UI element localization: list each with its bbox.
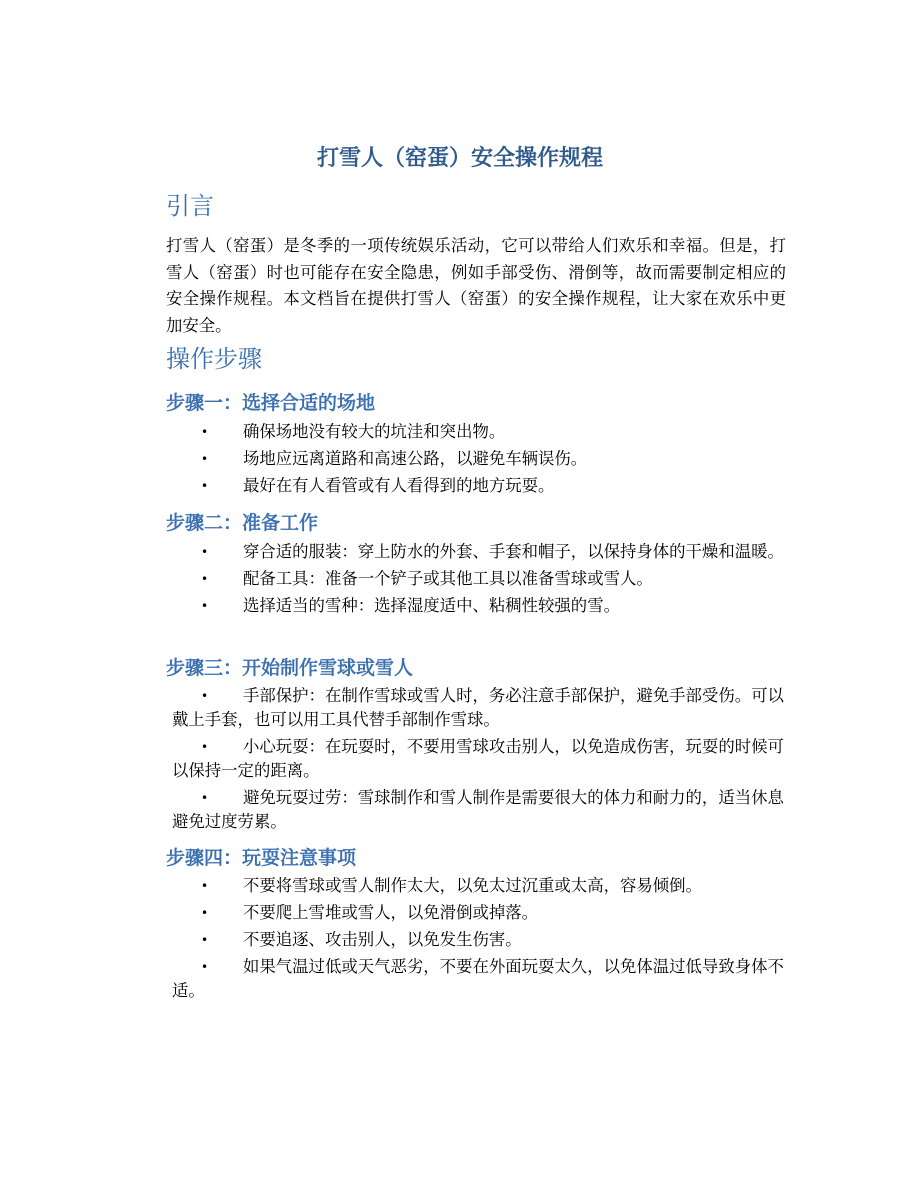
list-item: • 选择适当的雪种：选择湿度适中、粘稠性较强的雪。 bbox=[172, 594, 786, 618]
bullet-icon: • bbox=[201, 933, 209, 947]
bullet-icon: • bbox=[201, 689, 209, 703]
step-2-list bbox=[172, 540, 786, 621]
step-1-title: 步骤一：选择合适的场地 bbox=[166, 392, 376, 414]
bullet-icon: • bbox=[201, 479, 209, 493]
steps-heading: 操作步骤 bbox=[166, 345, 262, 373]
list-item: • 如果气温过低或天气恶劣，不要在外面玩耍太久，以免体温过低导致身体不适。 bbox=[172, 957, 784, 1000]
list-item: • 场地应远离道路和高速公路，以避免车辆误伤。 bbox=[172, 447, 786, 471]
bullet-icon: • bbox=[201, 452, 209, 466]
bullet-icon: • bbox=[201, 425, 209, 439]
bullet-icon: • bbox=[201, 879, 209, 893]
list-item: • 配备工具：准备一个铲子或其他工具以准备雪球或雪人。 bbox=[172, 567, 786, 591]
step-4-list bbox=[172, 874, 786, 1006]
list-item: • 手部保护：在制作雪球或雪人时，务必注意手部保护，避免手部受伤。可以戴上手套，也可以用工具代替手部制作雪球。 bbox=[172, 686, 784, 729]
bullet-icon: • bbox=[201, 791, 209, 805]
list-item: • 避免玩耍过劳：雪球制作和雪人制作是需要很大的体力和耐力的，适当休息避免过度劳累。 bbox=[172, 788, 784, 831]
bullet-icon: • bbox=[201, 545, 209, 559]
step-1-list bbox=[172, 420, 786, 501]
intro-paragraph: 打雪人（窑蛋）是冬季的一项传统娱乐活动，它可以带给人们欢乐和幸福。但是，打雪人（窑蛋）时也可能存在安全隐患，例如手部受伤、滑倒等，故而需要制定相应的安全操作规程。本文档旨在提供打雪人（窑蛋）的安全操作规程，让大家在欢乐中更加安全。 bbox=[166, 236, 786, 335]
bullet-icon: • bbox=[201, 740, 209, 754]
step-3-list bbox=[172, 684, 786, 837]
step-3-title: 步骤三：开始制作雪球或雪人 bbox=[166, 657, 414, 679]
bullet-icon: • bbox=[201, 599, 209, 613]
list-item: • 小心玩耍：在玩耍时，不要用雪球攻击别人，以免造成伤害，玩耍的时候可以保持一定的距离。 bbox=[172, 737, 784, 780]
intro-heading: 引言 bbox=[166, 192, 214, 220]
list-item: • 不要追逐、攻击别人，以免发生伤害。 bbox=[172, 928, 786, 952]
list-item: • 确保场地没有较大的坑洼和突出物。 bbox=[172, 420, 786, 444]
step-4-title: 步骤四：玩耍注意事项 bbox=[166, 847, 357, 869]
bullet-icon: • bbox=[201, 906, 209, 920]
list-item: • 最好在有人看管或有人看得到的地方玩耍。 bbox=[172, 474, 786, 498]
list-item: • 穿合适的服装：穿上防水的外套、手套和帽子，以保持身体的干燥和温暖。 bbox=[172, 540, 786, 564]
list-item: • 不要将雪球或雪人制作太大，以免太过沉重或太高，容易倾倒。 bbox=[172, 874, 786, 898]
step-2-title: 步骤二：准备工作 bbox=[166, 512, 319, 534]
document-title: 打雪人（窑蛋）安全操作规程 bbox=[316, 146, 603, 171]
list-item: • 不要爬上雪堆或雪人，以免滑倒或掉落。 bbox=[172, 901, 786, 925]
bullet-icon: • bbox=[201, 572, 209, 586]
bullet-icon: • bbox=[201, 960, 209, 974]
